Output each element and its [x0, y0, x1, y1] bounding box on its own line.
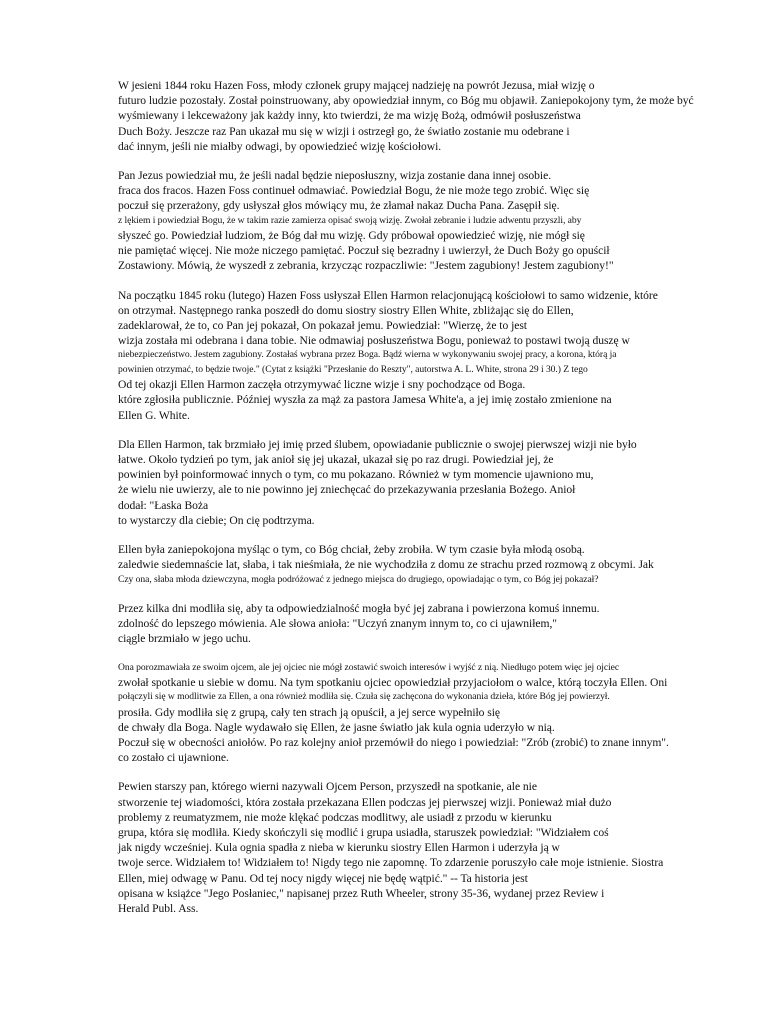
text-line: Duch Boży. Jeszcze raz Pan ukazał mu się w wizji i ostrzegł go, że światło zostanie mu odebrane i [118, 124, 570, 138]
text-line: nie pamiętać więcej. Nie może niczego pamiętać. Poczuł się bezradny i uwierzył, że Duch Boży go opuścił [118, 244, 610, 258]
text-line: Ona porozmawiała ze swoim ojcem, ale jej ojciec nie mógł zostawić swoich interesów i wyjść z nią. Niedługo potem więc jej ojciec [118, 661, 620, 673]
text-line: Pan Jezus powiedział mu, że jeśli nadal będzie nieposłuszny, wizja zostanie dana innej osobie. [118, 169, 552, 183]
paragraph-gap [118, 765, 706, 779]
text-line: słyszeć go. Powiedział ludziom, że Bóg dał mu wizję. Gdy próbował opowiedzieć wizję, nie mógł się [118, 229, 585, 243]
paragraph [118, 661, 706, 766]
text-line: opisana w książce "Jego Posłaniec," napisanej przez Ruth Wheeler, strony 35-36, wydanej przez Review i [118, 886, 605, 900]
paragraph [118, 437, 706, 528]
text-line: powinien był poinformować innych o tym, co mu pokazano. Również w tym momencie ujawniono mu, [118, 468, 594, 482]
paragraph-gap [118, 528, 706, 542]
text-line: zwołał spotkanie u siebie w domu. Na tym spotkaniu ojciec opowiedział przyjaciołom o walce, którą toczyła Ellen. Oni [118, 675, 668, 689]
paragraph-gap [118, 274, 706, 288]
text-line: Przez kilka dni modliła się, aby ta odpowiedzialność mogła być jej zabrana i powierzona komuś innemu. [118, 601, 600, 615]
paragraph [118, 78, 706, 154]
text-line: Czy ona, słaba młoda dziewczyna, mogła podróżować z jednego miejsca do drugiego, opowiadając o tym, co Bóg jej pokazał? [118, 573, 599, 585]
text-line: z lękiem i powiedział Bogu, że w takim razie zamierza opisać swoją wizję. Zwołał zebranie i ludzie adwentu przyszli, aby [118, 214, 582, 226]
text-line: stworzenie tej wiadomości, która została przekazana Ellen podczas jej pierwszej wizji. Ponieważ miał dużo [118, 795, 612, 809]
text-line: Ellen, miej odwagę w Panu. Od tej nocy nigdy więcej nie będę wątpić." -- Ta historia jest [118, 871, 528, 885]
text-line: Dla Ellen Harmon, tak brzmiało jej imię przed ślubem, opowiadanie publicznie o swojej pierwszej wizji nie było [118, 437, 637, 451]
text-line: Ellen była zaniepokojona myśląc o tym, co Bóg chciał, żeby zrobiła. W tym czasie była młodą osobą. [118, 543, 585, 557]
text-line: fraca dos fracos. Hazen Foss continuеł odmawiać. Powiedział Bogu, że nie może tego zrobić. Więc się [118, 184, 590, 198]
text-line: wizja została mi odebrana i dana tobie. Nie odmawiaj posłuszeństwa Bogu, ponieważ to postawi twoją duszę w [118, 334, 630, 348]
text-line: zdolność do lepszego mówienia. Ale słowa anioła: "Uczyń znanym innym to, co ci ujawniłem," [118, 617, 557, 631]
text-line: ciągle brzmiało w jego uchu. [118, 632, 251, 646]
text-line: W jesieni 1844 roku Hazen Foss, młody członek grupy mającej nadzieję na powrót Jezusa, miał wizję o [118, 79, 595, 92]
paragraph-gap [118, 647, 706, 661]
text-line: niebezpieczeństwo. Jestem zagubiony. Zostałaś wybrana przez Boga. Bądź wierna w wykonywaniu swojej pracy, a korona, którą ja [118, 349, 617, 361]
paragraph [118, 779, 706, 916]
text-line: że wielu nie uwierzy, ale to nie powinno jej zniechęcać do przekazywania przesłania Bożego. Anioł [118, 483, 576, 497]
text-line: Ellen G. White. [118, 408, 190, 422]
text-line: zadeklarował, że to, co Pan jej pokazał, On pokazał jemu. Powiedział: "Wierzę, że to jest [118, 319, 527, 333]
text-line: poczuł się przerażony, gdy usłyszał głos mówiący mu, że złamał nakaz Ducha Pana. Zasępił się. [118, 199, 560, 213]
text-line: Pewien starszy pan, którego wierni nazywali Ojcem Person, przyszedł na spotkanie, ale nie [118, 780, 537, 794]
text-line: zaledwie siedemnaście lat, słaba, i tak nieśmiała, że nie wychodziła z domu ze strachu przed rozmową z obcymi. Jak [118, 558, 654, 572]
text-line: jak nigdy wcześniej. Kula ognia spadła z nieba w kierunku siostry Ellen Harmon i uderzyła ją w [118, 841, 560, 855]
text-line: Zostawiony. Mówią, że wyszedł z zebrania, krzycząc rozpaczliwie: "Jestem zagubiony! Jestem zagubiony!" [118, 259, 614, 273]
text-line: które zgłosiła publicznie. Później wyszła za mąż za pastora Jamesa White'a, a jej imię zostało zmienione na [118, 393, 612, 407]
text-line: prosiła. Gdy modliła się z grupą, cały ten strach ją opuścił, a jej serce wypełniło się [118, 705, 500, 719]
text-line: powinien otrzymać, to będzie twoje." (Cytat z książki "Przesłanie do Reszty", autorstwa A. L. White, strona 29 i 30.) Z tego [118, 363, 588, 375]
text-line: dodał: "Łaska Boża [118, 498, 209, 512]
document-page [118, 78, 706, 916]
text-line: de chwały dla Boga. Nagle wydawało się Ellen, że jasne światło jak kula ognia uderzyło w nią. [118, 720, 555, 734]
text-line: on otrzymał. Następnego ranka poszedł do domu siostry siostry Ellen White, zbliżając się do Ellen, [118, 303, 574, 317]
paragraph-gap [118, 587, 706, 601]
text-line: Od tej okazji Ellen Harmon zaczęła otrzymywać liczne wizje i sny pochodzące od Boga. [118, 378, 526, 392]
text-line: połączyli się w modlitwie za Ellen, a ona również modliła się. Czuła się zachęcona do wykonania dzieła, które Bóg jej powierzył. [118, 691, 610, 703]
text-line: łatwe. Około tydzień po tym, jak anioł się jej ukazał, ukazał się po raz drugi. Powiedział jej, że [118, 453, 554, 467]
paragraph [118, 288, 706, 423]
text-line: problemy z reumatyzmem, nie może klękać podczas modlitwy, ale usiadł z przodu w kierunku [118, 810, 552, 824]
paragraph [118, 542, 706, 587]
text-line: to wystarczy dla ciebie; On cię podtrzyma. [118, 513, 315, 527]
text-line: wyśmiewany i lekceważony jak każdy inny, kto twierdzi, że ma wizję Bożą, odmówił posłuszeństwa [118, 109, 581, 123]
text-line: Herald Publ. Ass. [118, 901, 199, 915]
text-line: grupa, która się modliła. Kiedy skończyli się modlić i grupa usiadła, staruszek powiedział: "Widziałem coś [118, 825, 609, 839]
text-line: futuro ludzie pozostały. Został poinstruowany, aby opowiedział innym, co Bóg mu objawił. Zaniepokojony tym, że może być [118, 94, 694, 108]
paragraph-gap [118, 154, 706, 168]
text-line: Na początku 1845 roku (lutego) Hazen Foss usłyszał Ellen Harmon relacjonującą kościołowi to samo widzenie, które [118, 288, 658, 302]
paragraph [118, 601, 706, 647]
text-line: Poczuł się w obecności aniołów. Po raz kolejny anioł przemówił do niego i powiedział: "Zrób (zrobić) to znane innym". [118, 735, 669, 749]
paragraph [118, 168, 706, 274]
text-line: twoje serce. Widziałem to! Widziałem to! Nigdy tego nie zapomnę. To zdarzenie poruszyło całe moje istnienie. Siostra [118, 856, 664, 870]
paragraph-gap [118, 423, 706, 437]
text-line: dać innym, jeśli nie miałby odwagi, by opowiedzieć wizję kościołowi. [118, 139, 442, 153]
text-line: co zostało ci ujawnione. [118, 751, 229, 765]
